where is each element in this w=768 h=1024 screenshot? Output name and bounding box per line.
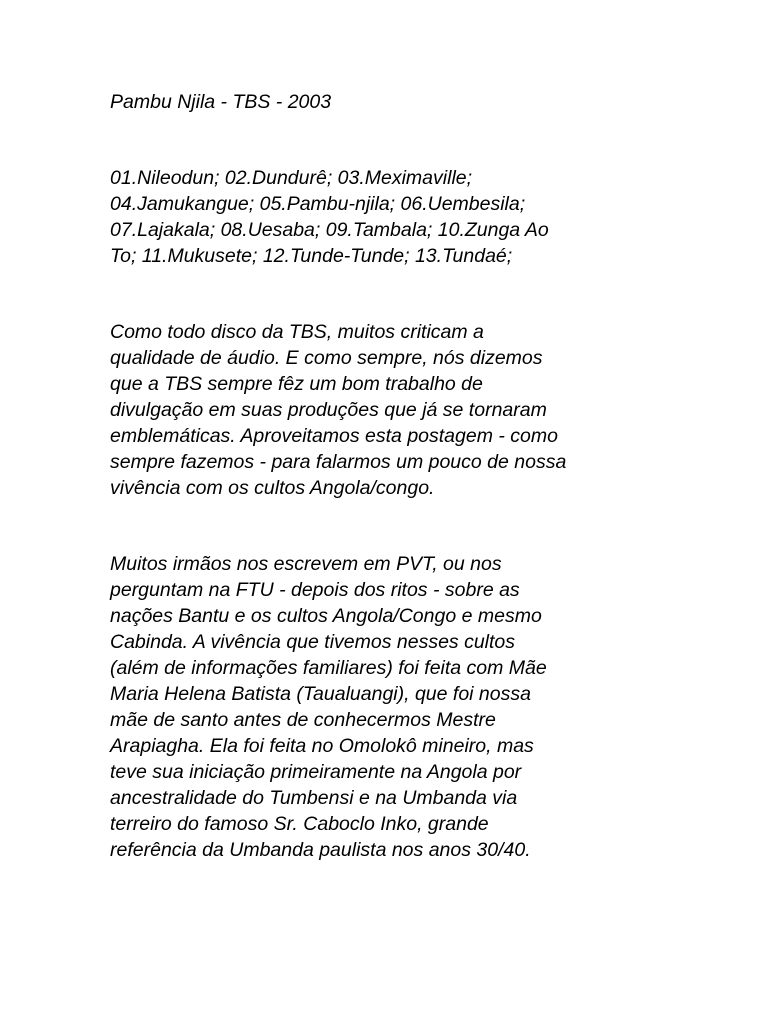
paragraph-line: Arapiagha. Ela foi feita no Omolokô mineiro, mas [110, 735, 534, 757]
tracklist-line: To; 11.Mukusete; 12.Tunde-Tunde; 13.Tundaé; [110, 245, 513, 267]
paragraph-line: (além de informações familiares) foi feita com Mãe [110, 657, 547, 679]
paragraph-audio-quality [110, 319, 670, 501]
tracklist-line: 07.Lajakala; 08.Uesaba; 09.Tambala; 10.Zunga Ao [110, 219, 549, 241]
paragraph-line: qualidade de áudio. E como sempre, nós dizemos [110, 347, 543, 369]
paragraph-line: perguntam na FTU - depois dos ritos - sobre as [110, 579, 520, 601]
paragraph-line: emblemáticas. Aproveitamos esta postagem - como [110, 425, 558, 447]
tracklist-line: 01.Nileodun; 02.Dundurê; 03.Meximaville; [110, 167, 473, 189]
document-title: Pambu Njila - TBS - 2003 [110, 91, 332, 113]
paragraph-line: Como todo disco da TBS, muitos criticam a [110, 321, 484, 343]
paragraph-line: teve sua iniciação primeiramente na Angola por [110, 761, 522, 783]
tracklist-line: 04.Jamukangue; 05.Pambu-njila; 06.Uembesila; [110, 193, 526, 215]
paragraph-line: mãe de santo antes de conhecermos Mestre [110, 709, 496, 731]
document-title-block [110, 89, 670, 115]
document-page [110, 89, 670, 863]
paragraph-line: ancestralidade do Tumbensi e na Umbanda via [110, 787, 518, 809]
paragraph-line: Muitos irmãos nos escrevem em PVT, ou nos [110, 553, 502, 575]
paragraph-line: nações Bantu e os cultos Angola/Congo e mesmo [110, 605, 542, 627]
paragraph-line: Maria Helena Batista (Taualuangi), que foi nossa [110, 683, 531, 705]
paragraph-line: que a TBS sempre fêz um bom trabalho de [110, 373, 483, 395]
paragraph-line: vivência com os cultos Angola/congo. [110, 477, 435, 499]
paragraph-line: Cabinda. A vivência que tivemos nesses cultos [110, 631, 516, 653]
paragraph-line: divulgação em suas produções que já se tornaram [110, 399, 547, 421]
tracklist [110, 165, 670, 269]
paragraph-line: terreiro do famoso Sr. Caboclo Inko, grande [110, 813, 489, 835]
paragraph-line: referência da Umbanda paulista nos anos 30/40. [110, 839, 531, 861]
paragraph-angola-congo [110, 551, 670, 863]
paragraph-line: sempre fazemos - para falarmos um pouco de nossa [110, 451, 567, 473]
